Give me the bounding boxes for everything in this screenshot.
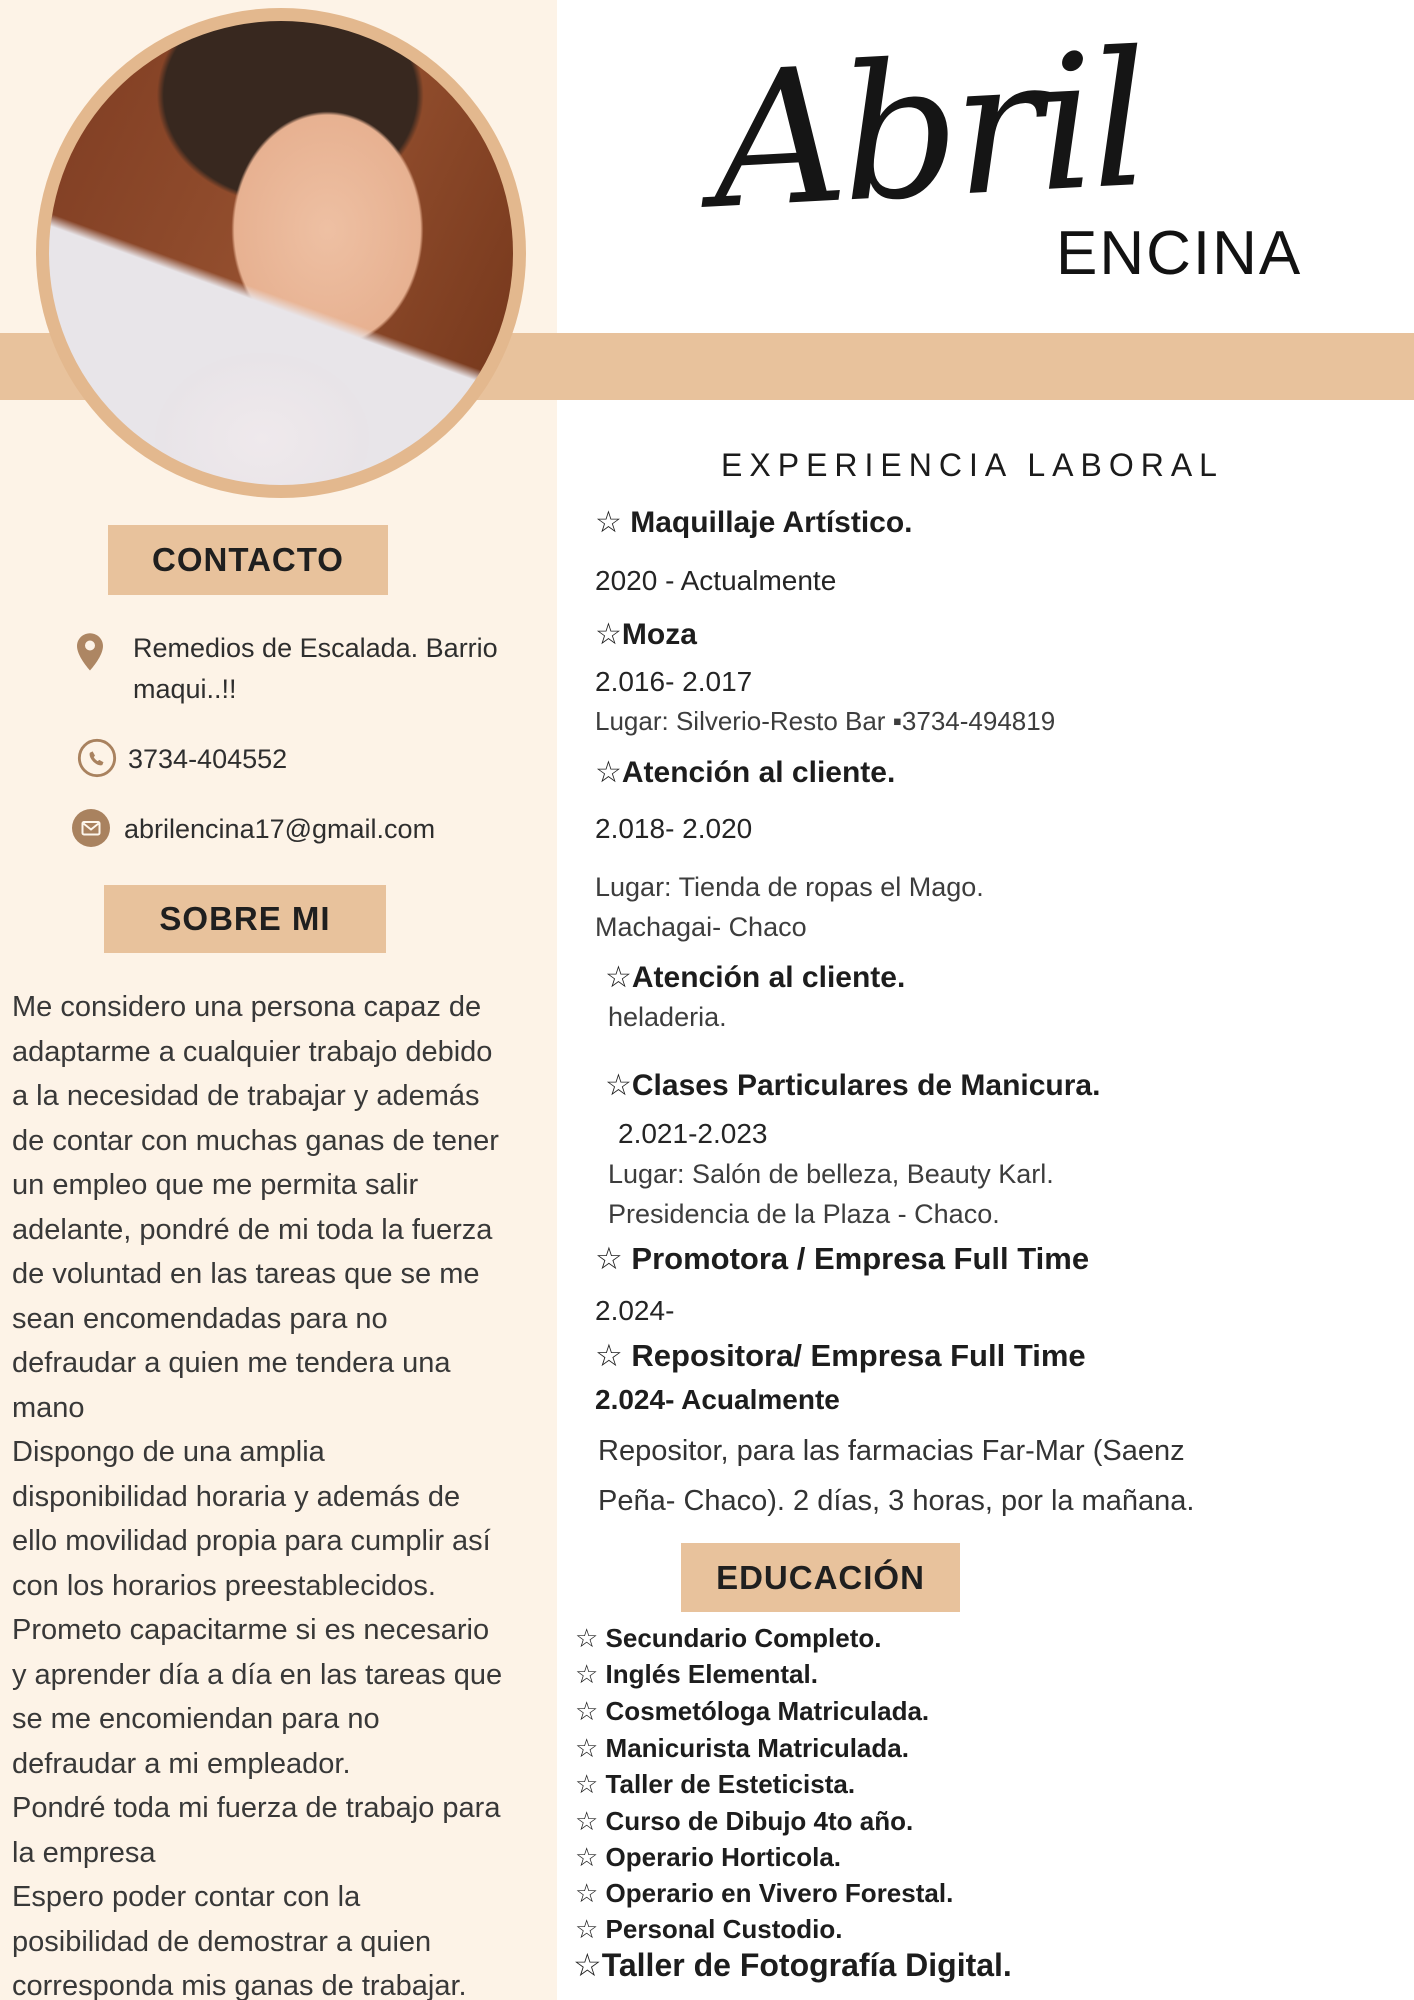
about-line: disponibilidad horaria y además de xyxy=(12,1480,461,1513)
contact-phone: 3734-404552 xyxy=(128,744,288,774)
experience-entry: 2.021-2.023 xyxy=(618,1118,768,1149)
experience-entry: Peña- Chaco). 2 días, 3 horas, por la mañana. xyxy=(598,1485,1195,1517)
about-line: a la necesidad de trabajar y además xyxy=(12,1080,480,1112)
education-item: ☆ Taller de Esteticista. xyxy=(575,1769,856,1799)
experience-entry: Repositor, para las farmacias Far-Mar (Saenz xyxy=(598,1435,1185,1467)
experience-entry: 2.016- 2.017 xyxy=(595,666,753,697)
about-line: la empresa xyxy=(12,1836,156,1869)
about-line: y aprender día a día en las tareas que xyxy=(12,1658,503,1691)
about-paragraph xyxy=(12,985,557,2000)
about-line: se me encomiendan para no xyxy=(12,1703,380,1735)
about-line: con los horarios preestablecidos. xyxy=(12,1569,436,1602)
last-name: ENCINA xyxy=(1056,219,1303,288)
envelope-icon xyxy=(71,808,111,848)
experience-entry: ☆ Maquillaje Artístico. xyxy=(595,506,913,539)
about-section-title: SOBRE MI xyxy=(104,885,386,953)
profile-photo xyxy=(49,21,513,485)
experience-entry: Lugar: Tienda de ropas el Mago. xyxy=(595,872,984,902)
about-line: Dispongo de una amplia xyxy=(12,1436,325,1468)
about-line: mano xyxy=(12,1391,85,1424)
first-name: Abril xyxy=(706,10,1149,251)
education-item: ☆Taller de Fotografía Digital. xyxy=(573,1947,1012,1983)
about-line: un empleo que me permita salir xyxy=(12,1169,419,1201)
contact-address-line2: maqui..!! xyxy=(133,674,237,704)
experience-entry: Lugar: Salón de belleza, Beauty Karl. xyxy=(608,1159,1054,1189)
experience-entry: Lugar: Silverio-Resto Bar ▪3734-494819 xyxy=(595,706,1056,736)
contact-section-title: CONTACTO xyxy=(108,525,388,595)
experience-entry: Machagai- Chaco xyxy=(595,912,807,942)
map-pin-icon xyxy=(75,628,105,676)
education-item: ☆ Personal Custodio. xyxy=(575,1914,843,1944)
experience-entry: 2020 - Actualmente xyxy=(595,565,837,596)
education-item: ☆ Inglés Elemental. xyxy=(575,1659,818,1689)
experience-entry: ☆Moza xyxy=(595,618,697,651)
education-item: ☆ Operario en Vivero Forestal. xyxy=(575,1878,954,1908)
experience-entry: ☆Atención al cliente. xyxy=(595,756,896,789)
phone-icon xyxy=(76,737,118,779)
about-line: Me considero una persona capaz de xyxy=(12,991,482,1023)
about-line: sean encomendadas para no xyxy=(12,1302,388,1335)
education-item: ☆ Curso de Dibujo 4to año. xyxy=(575,1806,914,1836)
education-item: ☆ Cosmetóloga Matriculada. xyxy=(575,1696,930,1726)
experience-section-title: EXPERIENCIA LABORAL xyxy=(721,447,1224,483)
education-item: ☆ Operario Horticola. xyxy=(575,1842,842,1872)
education-item: ☆ Secundario Completo. xyxy=(575,1623,882,1653)
experience-entry: ☆ Promotora / Empresa Full Time xyxy=(595,1241,1090,1276)
about-line: posibilidad de demostrar a quien xyxy=(12,1925,432,1958)
experience-entry: ☆ Repositora/ Empresa Full Time xyxy=(595,1338,1086,1373)
experience-entry: 2.024- xyxy=(595,1295,675,1326)
experience-entry: 2.018- 2.020 xyxy=(595,813,753,844)
experience-entry: Presidencia de la Plaza - Chaco. xyxy=(608,1199,1000,1229)
about-line: de contar con muchas ganas de tener xyxy=(12,1124,499,1157)
education-section-title: EDUCACIÓN xyxy=(681,1543,960,1612)
about-line: Pondré toda mi fuerza de trabajo para xyxy=(12,1792,501,1824)
about-line: defraudar a mi empleador. xyxy=(12,1747,351,1780)
about-line: Prometo capacitarme si es necesario xyxy=(12,1614,490,1646)
education-item: ☆ Manicurista Matriculada. xyxy=(575,1733,909,1763)
about-line: Espero poder contar con la xyxy=(12,1881,361,1913)
experience-entry: 2.024- Acualmente xyxy=(595,1384,840,1415)
experience-entry: heladeria. xyxy=(608,1002,727,1032)
about-line: adelante, pondré de mi toda la fuerza xyxy=(12,1213,493,1246)
experience-entry: ☆Atención al cliente. xyxy=(605,961,906,994)
contact-email: abrilencina17@gmail.com xyxy=(124,814,436,844)
about-line: adaptarme a cualquier trabajo debido xyxy=(12,1035,493,1068)
about-line: defraudar a quien me tendera una xyxy=(12,1347,451,1379)
about-line: ello movilidad propia para cumplir así xyxy=(12,1525,491,1557)
profile-photo-ring xyxy=(36,8,526,498)
experience-entry: ☆Clases Particulares de Manicura. xyxy=(605,1069,1101,1102)
about-line: de voluntad en las tareas que se me xyxy=(12,1258,480,1290)
contact-address-line1: Remedios de Escalada. Barrio xyxy=(133,633,498,663)
about-line: corresponda mis ganas de trabajar. xyxy=(12,1970,467,2000)
